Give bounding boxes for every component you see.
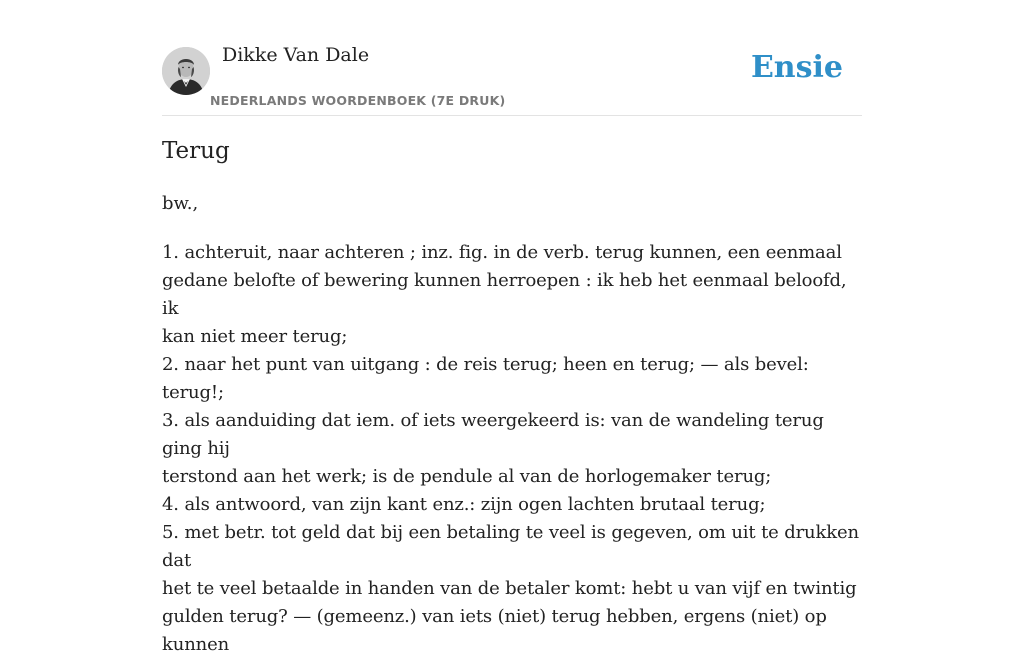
page [162, 0, 862, 655]
author-avatar[interactable] [162, 47, 210, 95]
entry-title: Terug [162, 138, 230, 164]
definition-line: kan niet meer terug; [162, 326, 348, 347]
source-label[interactable]: NEDERLANDS WOORDENBOEK (7E DRUK) [210, 93, 506, 108]
definition-text [162, 239, 864, 659]
definition-line: 4. als antwoord, van zijn kant enz.: zijn ogen lachten brutaal terug; [162, 494, 766, 515]
definition-line: 1. achteruit, naar achteren ; inz. fig. in de verb. terug kunnen, een eenmaal [162, 242, 842, 263]
ensie-logo[interactable]: Ensie [750, 50, 843, 85]
definition-line: 2. naar het punt van uitgang : de reis terug; heen en terug; — als bevel: terug!; [162, 354, 809, 403]
portrait-icon [162, 47, 210, 95]
definition-line: 5. met betr. tot geld dat bij een betaling te veel is gegeven, om uit te drukken dat [162, 522, 859, 571]
header [162, 0, 862, 116]
part-of-speech: bw., [162, 193, 199, 214]
definition-line: 3. als aanduiding dat iem. of iets weergekeerd is: van de wandeling terug ging hij [162, 410, 824, 459]
author-name[interactable]: Dikke Van Dale [222, 44, 370, 66]
definition-line: het te veel betaalde in handen van de betaler komt: hebt u van vijf en twintig [162, 578, 857, 599]
definition-line: terstond aan het werk; is de pendule al van de horlogemaker terug; [162, 466, 772, 487]
definition-line: gedane belofte of bewering kunnen herroepen : ik heb het eenmaal beloofd, ik [162, 270, 847, 319]
definition-line: gulden terug? — (gemeenz.) van iets (niet) terug hebben, ergens (niet) op kunnen [162, 606, 827, 655]
